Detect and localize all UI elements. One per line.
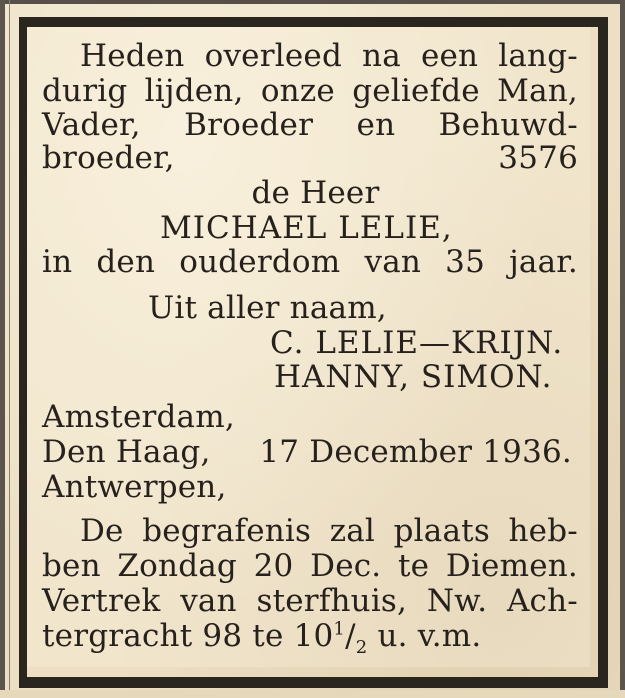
word: Vader, (42, 107, 141, 143)
word: plaats (393, 513, 490, 549)
place-date-line (42, 434, 572, 470)
title-line (0, 175, 625, 211)
funeral-line-1 (80, 513, 578, 549)
place-line-1 (42, 399, 235, 435)
page-top-edge (0, 0, 625, 4)
word: en (356, 107, 396, 143)
funeral-line-2 (42, 548, 578, 584)
word: in (42, 244, 73, 280)
word: ouderdom (179, 244, 341, 280)
word: ben (42, 548, 101, 584)
funeral-line-4: tergracht 98 te $10^1/_2$ u. v.m. (42, 618, 482, 659)
word: jaar. (509, 244, 578, 280)
word: geliefde (352, 73, 480, 109)
place-line-3 (42, 469, 227, 505)
word: 20 (253, 548, 294, 584)
intro-line-4 (42, 140, 578, 176)
page-left-rule (9, 0, 10, 698)
on-behalf-line (148, 290, 387, 326)
word: van (180, 583, 237, 619)
word: te (398, 548, 430, 584)
deceased-name: MICHAEL LELIE, (160, 210, 453, 246)
place: Amsterdam, (42, 399, 235, 435)
intro-line-2 (42, 73, 578, 109)
word: sterfhuis, (256, 583, 408, 619)
word: broeder, (42, 140, 175, 176)
word: Dec. (310, 548, 382, 584)
word: den (96, 244, 156, 280)
fraction-denominator: 2 (355, 637, 368, 659)
word: Behuwd- (438, 107, 578, 143)
funeral-line-3 (42, 583, 578, 619)
ad-number: 3576 (498, 140, 578, 176)
word: 35 (445, 244, 485, 280)
word: een (420, 38, 479, 74)
notice-date: 17 December 1936. (259, 434, 572, 470)
word: begrafenis (142, 513, 312, 549)
word: Man, (497, 73, 578, 109)
on-behalf-text: Uit aller naam, (148, 290, 387, 326)
place: Antwerpen, (42, 469, 227, 505)
place: Den Haag, (42, 434, 211, 470)
word: onze (260, 73, 335, 109)
word: Diemen. (445, 548, 578, 584)
word: overleed (204, 38, 342, 74)
departure-time-suffix: u. v.m. (367, 618, 482, 654)
age-line (42, 244, 578, 280)
word: durig (42, 73, 128, 109)
intro-line-3 (42, 107, 578, 143)
word: Zondag (117, 548, 237, 584)
page-bottom-strip (0, 690, 625, 698)
page-right-edge (620, 0, 625, 698)
word: van (364, 244, 422, 280)
word: lang- (498, 38, 578, 74)
deceased-title: de Heer (251, 175, 380, 211)
fraction-numerator: 1 (333, 618, 346, 640)
word: De (80, 513, 124, 549)
page-left-edge (0, 0, 5, 698)
signer-line-2 (274, 359, 552, 395)
departure-address: tergracht 98 te 10 (42, 618, 334, 654)
word: Heden (80, 38, 185, 74)
word: lijden, (144, 73, 244, 109)
word: Nw. (426, 583, 488, 619)
intro-line-1 (80, 38, 578, 74)
signer-names: HANNY, SIMON. (274, 359, 553, 395)
word: Broeder (184, 107, 314, 143)
deceased-name-line (160, 210, 580, 246)
word: Vertrek (42, 583, 161, 619)
word: Ach- (506, 583, 578, 619)
word: na (362, 38, 401, 74)
signer-name: C. LELIE—KRIJN. (270, 325, 564, 361)
signer-line-1 (270, 325, 563, 361)
word: heb- (508, 513, 578, 549)
word: zal (329, 513, 376, 549)
